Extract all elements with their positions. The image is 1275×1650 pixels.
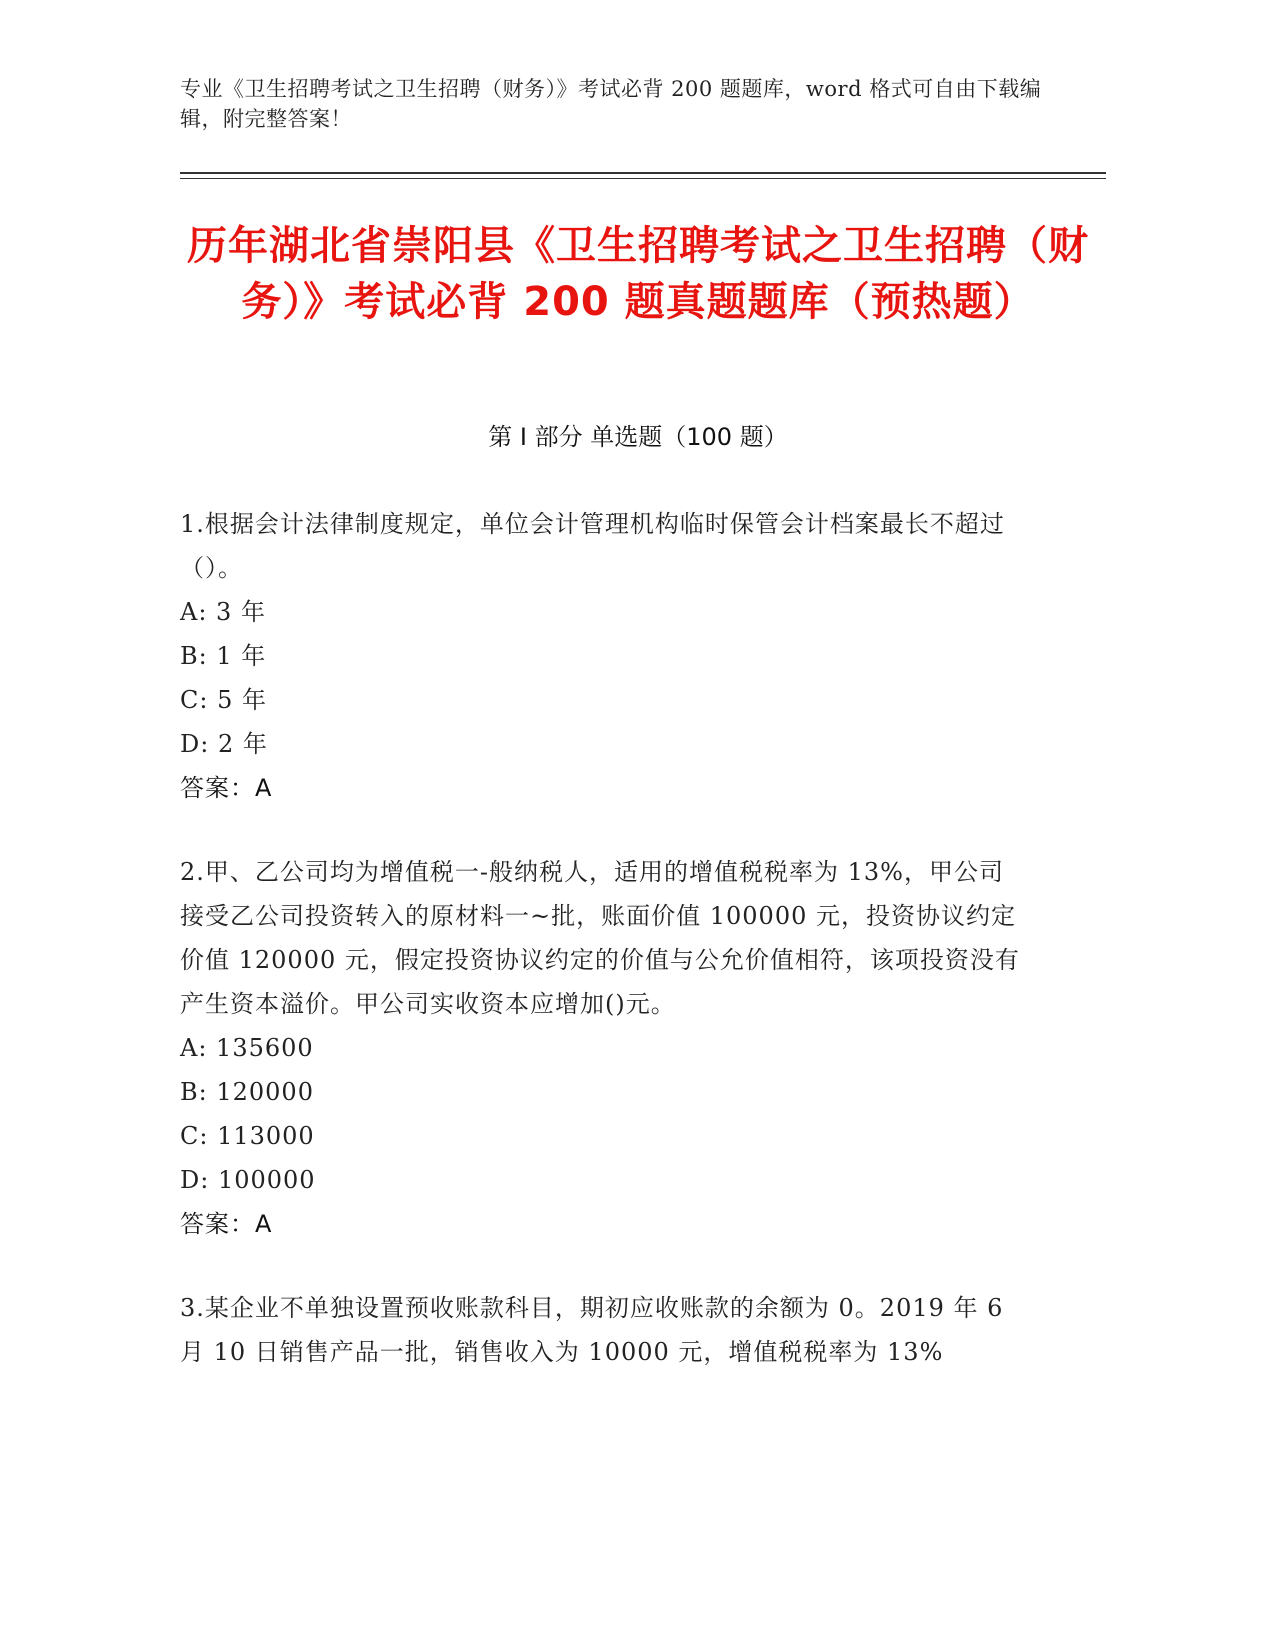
option-c: C: 5 年 xyxy=(180,686,267,714)
header-divider-thin xyxy=(180,178,1106,179)
section-title: 第 I 部分 单选题（100 题） xyxy=(488,423,788,451)
answer: 答案：A xyxy=(180,774,273,802)
question-3 xyxy=(180,1286,1025,1374)
option-b: B: 1 年 xyxy=(180,642,267,670)
option-d: D: 2 年 xyxy=(180,730,268,758)
option-a: A: 3 年 xyxy=(180,598,266,626)
question-1 xyxy=(180,502,1025,810)
option-c: C: 113000 xyxy=(180,1122,315,1150)
document-title: 历年湖北省崇阳县《卫生招聘考试之卫生招聘（财务）》考试必背 200 题真题题库（预热题） xyxy=(187,223,1089,325)
header-note: 专业《卫生招聘考试之卫生招聘（财务）》考试必背 200 题题库，word 格式可自由下载编辑，附完整答案！ xyxy=(180,77,1042,131)
option-b: B: 120000 xyxy=(180,1078,314,1106)
header-divider-thick xyxy=(180,172,1106,174)
answer: 答案：A xyxy=(180,1210,273,1238)
question-stem: 2.甲、乙公司均为增值税一-般纳税人，适用的增值税税率为 13%，甲公司接受乙公司投资转入的原材料一~批，账面价值 100000 元，投资协议约定价值 120000 元，假定投资协议约定的价值与公允价值相符，该项投资没有产生资本溢价。甲公司实收资本应增加()元。 xyxy=(180,858,1020,1018)
option-d: D: 100000 xyxy=(180,1166,316,1194)
question-stem: 3.某企业不单独设置预收账款科目，期初应收账款的余额为 0。2019 年 6 月 10 日销售产品一批，销售收入为 10000 元，增值税税率为 13% xyxy=(180,1294,1004,1366)
question-stem: 1.根据会计法律制度规定，单位会计管理机构临时保管会计档案最长不超过（）。 xyxy=(180,510,1005,582)
question-2 xyxy=(180,850,1025,1246)
option-a: A: 135600 xyxy=(180,1034,314,1062)
